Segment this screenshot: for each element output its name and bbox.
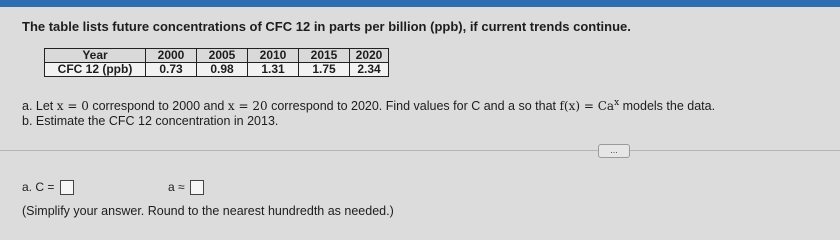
hint-text: (Simplify your answer. Round to the nearest hundredth as needed.)	[22, 204, 394, 218]
divider	[0, 150, 840, 151]
part-a-text	[22, 98, 715, 113]
table-value: 1.31	[248, 63, 299, 77]
part-a-mid1: correspond to 2000 and	[92, 99, 225, 113]
table-header-label: Year	[45, 49, 146, 63]
table-year: 2000	[146, 49, 197, 63]
c-label: C =	[35, 180, 55, 194]
part-b-text: b. Estimate the CFC 12 concentration in 2013.	[22, 114, 279, 128]
question-text: The table lists future concentrations of CFC 12 in parts per billion (ppb), if current trends continue.	[22, 19, 631, 34]
top-bar	[0, 0, 840, 7]
part-a-suffix: models the data.	[622, 99, 716, 113]
answer-a	[168, 180, 204, 195]
table-value: 0.98	[197, 63, 248, 77]
model-exponent: x	[614, 98, 620, 108]
table-value: 1.75	[299, 63, 350, 77]
x20-expression: x = 20	[227, 99, 268, 113]
table-year: 2010	[248, 49, 299, 63]
data-table	[44, 48, 389, 77]
part-a-mid2: correspond to 2020. Find values for C and a so that	[271, 99, 556, 113]
model-expression	[559, 99, 619, 113]
c-input-box[interactable]	[60, 180, 74, 195]
model-base: f(x) = Ca	[559, 99, 615, 113]
answer-c	[22, 180, 74, 195]
table-year: 2015	[299, 49, 350, 63]
more-button[interactable]: ...	[598, 144, 630, 158]
part-a-prefix: a. Let	[22, 99, 54, 113]
table-year: 2005	[197, 49, 248, 63]
table-row	[45, 49, 389, 63]
answer-a-prefix: a.	[22, 180, 33, 194]
table-value: 0.73	[146, 63, 197, 77]
table-row-label: CFC 12 (ppb)	[45, 63, 146, 77]
x0-expression: x = 0	[56, 99, 89, 113]
a-label: a ≈	[168, 180, 185, 194]
table-value: 2.34	[350, 63, 389, 77]
a-input-box[interactable]	[190, 180, 204, 195]
table-year: 2020	[350, 49, 389, 63]
table-row	[45, 63, 389, 77]
